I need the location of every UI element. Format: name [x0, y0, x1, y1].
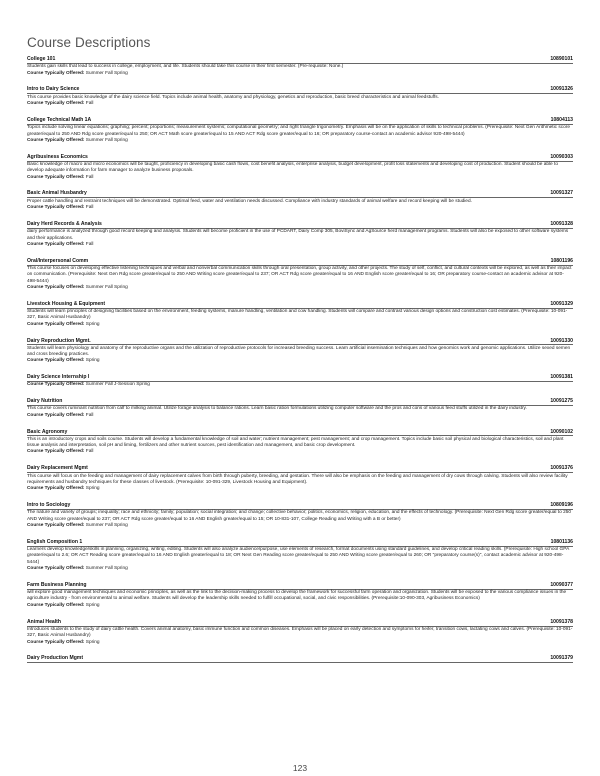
course-entry	[27, 221, 573, 258]
course-description: This course focuses on developing effective listening techniques and verbal and nonverbal communication skills through oral presentation, group activity, and other projects. The study of self, conflict, and cultural contexts will be explored, as well as their impact on communication. (Prerequisite: Next Gen Rdg score greater/equal to 250 AND Writing score greater/equal to 237; OR ACT Rdg score greater/equal to 16 AND English score greater/equal to 16; OR preparatory course-contact an academic advisor at 920-498-5444)	[27, 265, 572, 284]
course-code: 10091376	[550, 465, 573, 472]
page-title: Course Descriptions	[27, 35, 151, 50]
course-name: English Composition 1	[27, 538, 83, 545]
course-code: 10091329	[550, 300, 573, 307]
course-code: 10090377	[550, 581, 573, 588]
offered-label: Course Typically Offered:	[27, 241, 85, 247]
course-spacer	[27, 144, 573, 154]
offered-value: Fall	[85, 412, 94, 418]
course-code: 10804113	[550, 116, 573, 123]
course-spacer	[27, 211, 573, 221]
course-entry	[27, 338, 573, 375]
offered-value: Spring	[85, 486, 100, 492]
offered-value: Summer Fall Spring	[85, 137, 128, 143]
course-code: 10091381	[550, 374, 573, 381]
offered-value: Summer Fall Spring	[85, 70, 128, 76]
offered-label: Course Typically Offered:	[27, 602, 85, 608]
course-header	[27, 338, 573, 346]
course-code: 10801196	[550, 257, 573, 264]
course-entry	[27, 582, 573, 619]
course-header	[27, 190, 573, 198]
course-entry	[27, 429, 573, 466]
course-code: 10091379	[550, 655, 573, 662]
course-description: dairy performance is analyzed through good record keeping and analysis. Students will become proficient in the use of PCDART, Dairy Comp 305, BoviSync and AgSource herd management programs. Students will also be exposed to other software systems and their applications.	[27, 229, 569, 241]
course-description: Topics include solving linear equations; graphing; percent; proportions; measurement systems; computational geometry; and right triangle trigonometry. Emphasis will be on the application of skills to technical problems. (Prerequisite: Next Gen Arithmetic score greater/equal to 250 AND Rdg score greater/equal to 250; OR ACT Math score greater/equal to 15 AND ACT Rdg score greater/equal to 16; OR preparatory course-contact an academic advisor 920-498-5444)	[27, 125, 570, 137]
course-header	[27, 429, 573, 437]
offered-value: Fall	[85, 449, 94, 455]
course-header	[27, 221, 573, 229]
course-description: Students gain skills that lead to success in college, employment, and life. Students should take this course in their first semester. (Pre-requisite: None.)	[27, 64, 344, 70]
course-spacer	[27, 388, 573, 398]
offered-label: Course Typically Offered:	[27, 70, 85, 76]
course-spacer	[27, 107, 573, 117]
course-code: 10091328	[550, 220, 573, 227]
course-header	[27, 539, 573, 547]
offered-label: Course Typically Offered:	[27, 205, 85, 211]
offered-value: Fall	[85, 205, 94, 211]
course-spacer	[27, 365, 573, 375]
course-name: Dairy Nutrition	[27, 398, 63, 405]
offered-value: Spring	[85, 358, 100, 364]
course-spacer	[27, 248, 573, 258]
course-description: Students will learn physiology and anatomy of the reproductive organs and the utilization of reproductive protocols for increased breeding success. Learn artificial insemination techniques and how genomics work and genomic applications. Utilize sexed semen and cross breeding practices.	[27, 345, 571, 358]
course-entry	[27, 539, 573, 582]
course-description: Basic knowledge of macro and micro economics will be taught, proficiency in developing basic cash flows, cost benefit analysis, enterprise analysis, budget development, profit loss statements and developing cost of production. Student should be able to develop adequate information for farm manager to analyze business proposals.	[27, 161, 558, 174]
offered-label: Course Typically Offered:	[27, 486, 85, 492]
course-spacer	[27, 181, 573, 191]
course-entry	[27, 56, 573, 86]
course-spacer	[27, 646, 573, 656]
offered-label: Course Typically Offered:	[27, 284, 85, 290]
course-header	[27, 655, 573, 663]
course-code: 10801136	[550, 538, 573, 545]
offered-label: Course Typically Offered:	[27, 137, 85, 143]
course-spacer	[27, 77, 573, 87]
course-name: Dairy Herd Records & Analysis	[27, 220, 102, 227]
course-spacer	[27, 609, 573, 619]
course-name: Intro to Sociology	[27, 502, 71, 509]
course-entry	[27, 502, 573, 539]
course-entry	[27, 258, 573, 301]
course-name: Basic Animal Husbandry	[27, 190, 87, 197]
course-description: This is an introductory crops and soils course. Students will develop a fundamental knowledge of soil and water; nutrient management; pest management; and crop management. Topics include basic soil physical and biological characteristics, soil and plant tissue analysis and interpretation, soil pH and liming, fertilizers and other nutrient sources, pest identification and management, and basic crop development.	[27, 436, 564, 449]
course-entry	[27, 86, 573, 116]
course-description: The nature and variety of groups; inequality; race and ethnicity; family; population; social integration; and change; collective behavior; politics, economics, religion, education, and the effects of technology. (Prerequisite: Next Gen Rdg score greater/equal to 250 AND Writing score greater/equal to 237; OR ACT Rdg score greater/equal to 16 AND English greater/equal to 15; OR 10-831-107, College Reading and Writing with a B or better)	[27, 510, 572, 522]
offered-value: Summer Fall Spring	[85, 566, 128, 572]
course-entry	[27, 117, 573, 154]
course-description: This course will focus on the feeding and management of dairy replacement calves from birth through puberty, breeding, and gestation. There will also be emphasis on the feeding and management of dry cows through calving. Students will also review facility requirements and husbandry techniques for these classes of livestock. (Prerequisite: 10-091-329, Livestock Housing and Equipment).	[27, 473, 568, 485]
course-header	[27, 301, 573, 309]
course-header	[27, 374, 573, 382]
course-name: Farm Business Planning	[27, 581, 87, 588]
course-header	[27, 258, 573, 266]
course-description: This course provides basic knowledge of the dairy science field. Topics include animal health, anatomy and physiology, genetics and reproduction, basic breed characteristics and animal feedstuffs.	[27, 94, 439, 100]
course-description: This course covers ruminant nutrition from calf to milking animal. Utilize forage analysis to balance rations. Learn basic ration formulations utilizing computer software and the pros and cons of various feed stuffs utilized in the dairy industry.	[27, 406, 527, 412]
offered-value: Spring	[85, 639, 100, 645]
course-code: 10091330	[550, 337, 573, 344]
course-name: Dairy Replacement Mgmt	[27, 465, 88, 472]
offered-value: Summer Fall Spring	[85, 522, 128, 528]
course-code: 10090303	[550, 153, 573, 160]
offered-label: Course Typically Offered:	[27, 101, 85, 107]
course-name: Dairy Production Mgmt	[27, 655, 84, 662]
offered-value: Summer Fall Spring	[85, 284, 128, 290]
course-entry	[27, 190, 573, 220]
course-entry	[27, 374, 573, 398]
offered-value: Spring	[85, 321, 100, 327]
course-name: Dairy Reproduction Mgmt.	[27, 337, 91, 344]
course-spacer	[27, 529, 573, 539]
course-code: 10091378	[550, 618, 573, 625]
course-name: Basic Agronomy	[27, 428, 68, 435]
course-spacer	[27, 291, 573, 301]
offered-value: Fall	[85, 101, 94, 107]
course-description: Learners develop knowledge/skills in planning, organizing, writing, editing. Students will also analyze audience/purpose, use elements of research, format documents using standard guidelines, and develop critical reading skills. (Prerequisite: High school GPA greater/equal to 2.6; OR ACT Reading score greater/equal to 16 AND English greater/equal to 18; OR Next Gen Reading score greater/equal to 250 AND Writing score greater/equal to 260; OR "preparatory course(s)", contact academic advisor at 920-498-5444)	[27, 547, 569, 565]
course-list	[27, 56, 573, 673]
offered-label: Course Typically Offered:	[27, 358, 85, 364]
course-header	[27, 582, 573, 590]
course-code: 10091275	[550, 398, 573, 405]
course-name: College Technical Math 1A	[27, 116, 92, 123]
course-name: Intro to Dairy Science	[27, 86, 80, 93]
course-entry	[27, 465, 573, 502]
offered-value: Spring	[85, 602, 100, 608]
course-description: will explore good management techniques and economic principles, as well as the link to the decision-making process to develop the framework for successful farm operation and organization. Students will be exposed to the various compliance issues in the agriculture industry - from environmental to animal welfare. Students will develop the leadership skills needed to fulfill occupational, social, and civic responsibilities. (Prerequisite:10-090-303, Agribusiness Economics)	[27, 590, 567, 602]
course-header	[27, 117, 573, 125]
course-spacer	[27, 419, 573, 429]
course-code: 10809196	[550, 502, 573, 509]
offered-label: Course Typically Offered:	[27, 449, 85, 455]
course-header	[27, 56, 573, 64]
course-descriptions-page	[27, 34, 573, 673]
offered-label: Course Typically Offered:	[27, 566, 85, 572]
course-description: Introduces students to the study of dairy cattle health. Covers animal anatomy, basic immune function and common diseases. Emphasis will be placed on early detection and symptoms for heifer, transition cows, lactating cows and calves. (Prerequisite: 10-091-327, Basic Animal Husbandry)	[27, 626, 573, 639]
offered-label: Course Typically Offered:	[27, 382, 85, 388]
course-header	[27, 154, 573, 162]
course-name: Oral/Interpersonal Comm	[27, 257, 89, 264]
course-spacer	[27, 663, 573, 673]
course-name: Agribusiness Economics	[27, 153, 88, 160]
course-name: College 101	[27, 56, 56, 62]
course-header	[27, 502, 573, 510]
offered-value: Fall	[85, 241, 94, 247]
page-number: 123	[292, 763, 308, 773]
course-header	[27, 465, 573, 473]
course-spacer	[27, 328, 573, 338]
course-header	[27, 398, 573, 406]
offered-label: Course Typically Offered:	[27, 321, 85, 327]
offered-label: Course Typically Offered:	[27, 412, 85, 418]
course-name: Livestock Housing & Equipment	[27, 300, 106, 307]
course-header	[27, 86, 573, 94]
course-spacer	[27, 572, 573, 582]
course-code: 10091327	[550, 190, 573, 197]
course-name: Dairy Science Internship I	[27, 374, 90, 381]
course-entry	[27, 619, 573, 656]
course-spacer	[27, 456, 573, 466]
course-description: Proper cattle handling and restraint techniques will be demonstrated. Optimal feed, water and ventilation needs discussed. Compliance with industry standards of animal welfare and record keeping will be studied.	[27, 198, 472, 204]
course-entry	[27, 655, 573, 672]
offered-label: Course Typically Offered:	[27, 174, 85, 180]
course-spacer	[27, 492, 573, 502]
course-header	[27, 619, 573, 627]
course-code: 10890101	[550, 56, 573, 62]
course-code: 10091326	[550, 86, 573, 93]
course-code: 10090102	[550, 428, 573, 435]
offered-value: Fall	[85, 174, 94, 180]
course-description: Students will learn principles of designing facilities based on the environment, feeding systems, manure handling, ventilation and cow handling. Students will compare and contrast various design options and construction cost estimates. (Prerequisite: 10-091-327, Basic Animal Husbandry)	[27, 309, 568, 321]
course-entry	[27, 154, 573, 191]
course-name: Animal Health	[27, 618, 61, 625]
offered-value: Summer Fall J-Session Spring	[85, 382, 150, 388]
offered-label: Course Typically Offered:	[27, 522, 85, 528]
course-entry	[27, 398, 573, 428]
course-entry	[27, 301, 573, 338]
offered-label: Course Typically Offered:	[27, 639, 85, 645]
